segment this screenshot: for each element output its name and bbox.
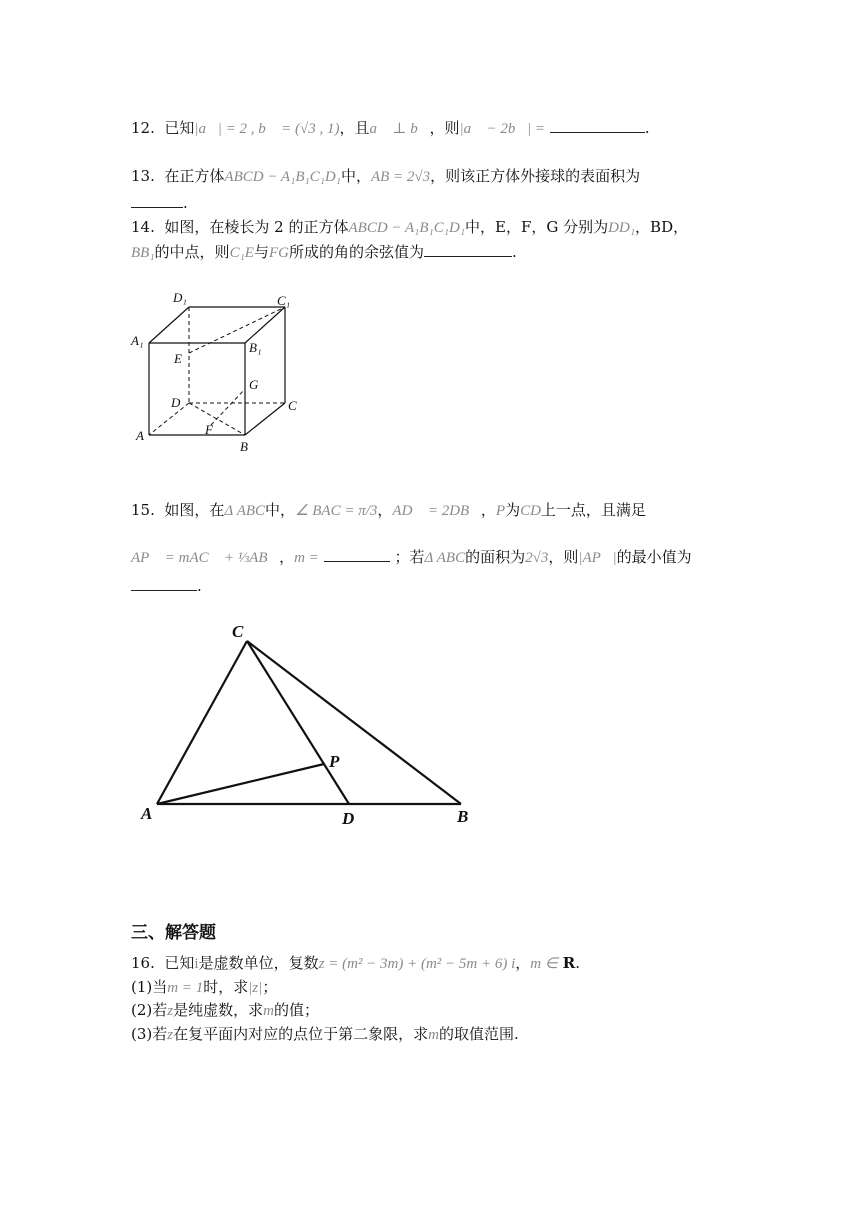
question-16-part-2: (2)若z是纯虚数，求m的值；: [131, 1001, 319, 1019]
math-expression: |a⃗ − 2b⃗| =: [459, 121, 546, 137]
cube-label-F: F: [205, 422, 213, 437]
math-expression: m = 1: [167, 980, 204, 996]
question-16-part-1: (1)当m = 1时，求|z|；: [131, 978, 278, 996]
math-expression: DD₁: [608, 220, 636, 236]
cube-label-D1: D₁: [173, 290, 187, 305]
triangle-label-P: P: [329, 752, 340, 771]
answer-blank[interactable]: [131, 193, 183, 208]
question-14: 14. 如图，在棱长为 2 的正方体ABCD − A₁B₁C₁D₁中，E，F，G 分别为DD₁，BD，: [131, 218, 689, 236]
section-heading: 三、解答题: [131, 923, 216, 943]
question-14-continued: BB₁的中点，则C₁E与FG所成的角的余弦值为 .: [131, 243, 517, 261]
math-expression: ∠ BAC = π/3: [295, 503, 378, 519]
math-expression: C₁E: [229, 245, 254, 261]
math-expression: AD⃗ = 2DB⃗: [392, 503, 481, 519]
question-15: 15. 如图，在Δ ABC中，∠ BAC = π/3，AD⃗ = 2DB⃗，P为CD上一点，且满足: [131, 501, 646, 519]
cube-label-C: C: [288, 398, 297, 413]
math-expression: m: [428, 1027, 439, 1043]
math-expression: Δ ABC: [224, 503, 266, 519]
cube-label-D: D: [171, 395, 181, 410]
question-13-continued: .: [131, 193, 188, 213]
triangle-label-A: A: [141, 804, 153, 823]
question-16-part-3: (3)若z在复平面内对应的点位于第二象限，求m的取值范围.: [131, 1025, 519, 1043]
triangle-label-D: D: [342, 809, 355, 828]
math-expression: z: [167, 1027, 174, 1043]
question-15-continued-2: .: [131, 576, 202, 596]
math-expression: i: [194, 956, 199, 972]
math-expression: z: [167, 1003, 174, 1019]
math-expression: m ∈: [530, 956, 558, 972]
cube-label-B: B: [240, 439, 248, 454]
math-set-R: R: [562, 954, 576, 972]
cube-label-A: A: [136, 428, 144, 443]
math-expression: |a⃗| = 2 , b⃗ = (√3 , 1): [194, 121, 340, 137]
math-expression: Δ ABC: [424, 550, 466, 566]
math-expression: |AP⃗|: [578, 550, 617, 566]
cube-label-E: E: [174, 351, 182, 366]
math-expression: CD: [520, 503, 541, 519]
cube-label-A1: A₁: [131, 333, 144, 348]
math-expression: |z|: [248, 980, 263, 996]
answer-blank[interactable]: [131, 576, 197, 591]
answer-blank[interactable]: [324, 547, 390, 562]
math-expression: ABCD − A₁B₁C₁D₁: [224, 169, 341, 185]
math-expression: ABCD − A₁B₁C₁D₁: [348, 220, 466, 236]
triangle-label-B: B: [457, 807, 469, 826]
math-expression: BB₁: [131, 245, 155, 261]
triangle-label-C: C: [232, 622, 244, 641]
triangle-figure: [135, 615, 485, 830]
math-expression: AB = 2√3: [370, 169, 431, 185]
question-12: 12. 已知|a⃗| = 2 , b⃗ = (√3 , 1)，且a⃗ ⊥ b⃗，则|a⃗ − 2b⃗| = .: [131, 119, 650, 137]
cube-figure: [125, 285, 315, 460]
math-expression: z = (m² − 3m) + (m² − 5m + 6) i: [318, 956, 516, 972]
math-expression: AP⃗ = mAC⃗ + ⅓AB⃗: [131, 550, 280, 566]
cube-label-C1: C₁: [277, 293, 291, 308]
cube-label-B1: B₁: [249, 340, 262, 355]
math-expression: P: [495, 503, 506, 519]
math-expression: m: [263, 1003, 274, 1019]
question-16: 16. 已知i是虚数单位，复数z = (m² − 3m) + (m² − 5m + 6) i，m ∈ R.: [131, 954, 580, 972]
question-13: 13. 在正方体ABCD − A₁B₁C₁D₁中，AB = 2√3，则该正方体外接球的表面积为: [131, 167, 641, 185]
math-expression: a⃗ ⊥ b⃗: [369, 121, 430, 137]
math-expression: m =: [294, 550, 319, 566]
question-15-continued: AP⃗ = mAC⃗ + ⅓AB⃗，m = ；若Δ ABC的面积为2√3，则|AP⃗|的最小值为: [131, 548, 692, 566]
answer-blank[interactable]: [424, 242, 512, 257]
math-expression: 2√3: [525, 550, 549, 566]
math-expression: FG: [268, 245, 289, 261]
cube-label-G: G: [249, 377, 259, 392]
answer-blank[interactable]: [550, 118, 645, 133]
